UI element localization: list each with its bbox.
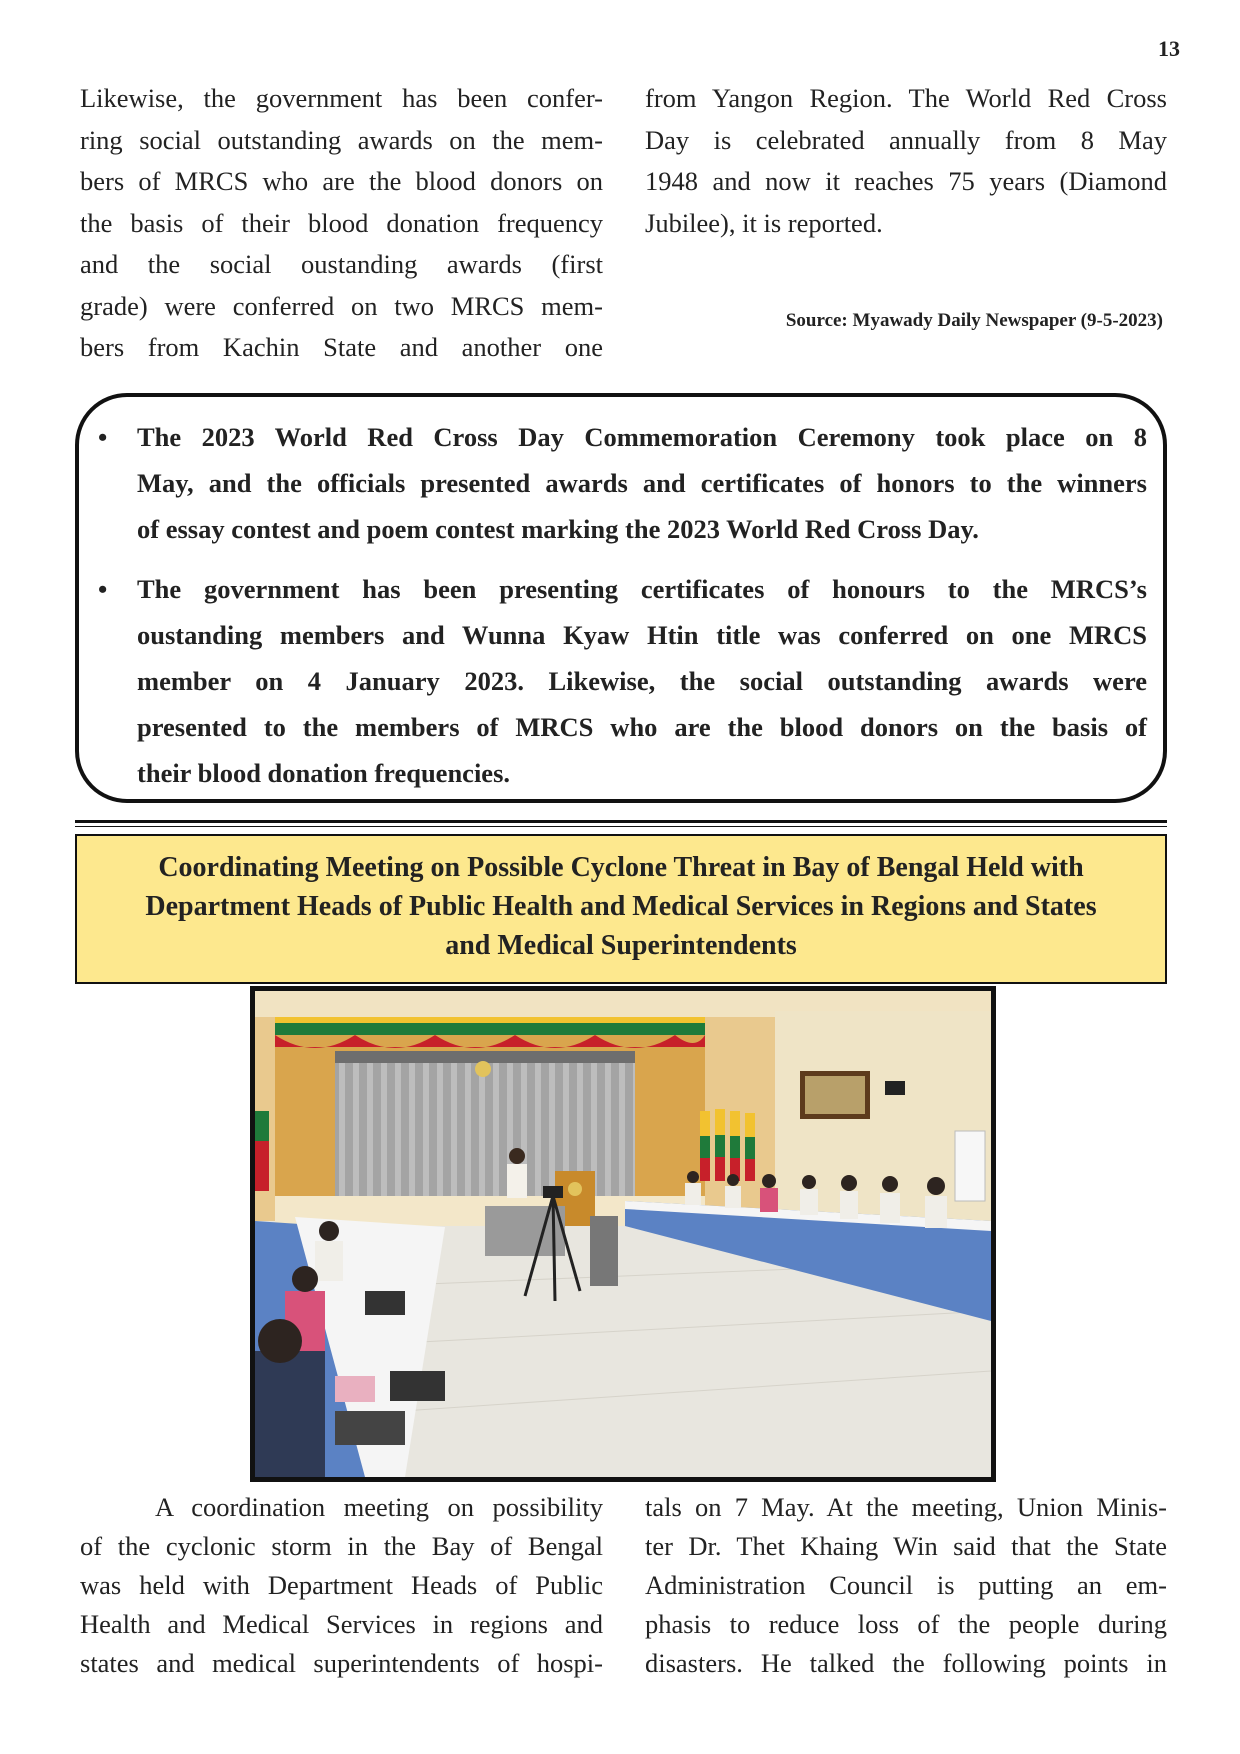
text-line: from Yangon Region. The World Red Cross xyxy=(645,83,1167,113)
text-line: and the social oustanding awards (first xyxy=(80,249,603,279)
text-line: was held with Department Heads of Public xyxy=(80,1570,603,1600)
divider xyxy=(75,820,1167,823)
text-line: tals on 7 May. At the meeting, Union Minis- xyxy=(645,1492,1167,1522)
highlight-item xyxy=(92,566,1147,796)
text-line: Administration Council is putting an em- xyxy=(645,1570,1167,1600)
highlight-line: of essay contest and poem contest marking the 2023 World Red Cross Day. xyxy=(137,514,979,544)
article-headline xyxy=(75,834,1167,984)
text-line: Likewise, the government has been confer- xyxy=(80,83,603,113)
text-line: of the cyclonic storm in the Bay of Bengal xyxy=(80,1531,603,1561)
highlight-item xyxy=(92,414,1147,552)
highlight-line: May, and the officials presented awards and certificates of honors to the winners xyxy=(137,468,1147,498)
bottom-right-column xyxy=(645,1488,1167,1683)
text-line: bers from Kachin State and another one xyxy=(80,332,603,362)
source-citation: Source: Myawady Daily Newspaper (9-5-2023) xyxy=(785,310,1163,331)
page-number: 13 xyxy=(1158,36,1180,61)
headline-line: and Medical Superintendents xyxy=(445,930,797,961)
text-line: phasis to reduce loss of the people during xyxy=(645,1609,1167,1639)
meeting-photo xyxy=(250,986,996,1482)
top-right-column xyxy=(645,78,1167,244)
text-line: ter Dr. Thet Khaing Win said that the State xyxy=(645,1531,1167,1561)
text-line: bers of MRCS who are the blood donors on xyxy=(80,166,603,196)
highlight-line: member on 4 January 2023. Likewise, the social outstanding awards were xyxy=(137,666,1147,696)
bottom-left-column xyxy=(80,1488,603,1683)
highlight-line: oustanding members and Wunna Kyaw Htin title was conferred on one MRCS xyxy=(137,620,1147,650)
bullet-icon: • xyxy=(98,422,108,452)
divider xyxy=(75,826,1167,827)
text-line: grade) were conferred on two MRCS mem- xyxy=(80,290,603,321)
headline-line: Coordinating Meeting on Possible Cyclone Threat in Bay of Bengal Held with xyxy=(158,852,1084,883)
highlights-list xyxy=(92,414,1147,810)
text-line: states and medical superintendents of hospi- xyxy=(80,1648,603,1678)
text-line: Day is celebrated annually from 8 May xyxy=(645,124,1167,155)
text-line: ring social outstanding awards on the mem- xyxy=(80,124,603,155)
headline-line: Department Heads of Public Health and Medical Services in Regions and States xyxy=(145,891,1097,922)
bullet-icon: • xyxy=(98,574,108,604)
highlight-line: The 2023 World Red Cross Day Commemoration Ceremony took place on 8 xyxy=(137,422,1147,452)
text-line: Jubilee), it is reported. xyxy=(645,207,883,238)
top-left-column xyxy=(80,78,603,369)
text-line: disasters. He talked the following points in xyxy=(645,1648,1167,1678)
highlight-line: presented to the members of MRCS who are the blood donors on the basis of xyxy=(137,712,1147,742)
text-line: Health and Medical Services in regions and xyxy=(80,1609,603,1639)
text-line: the basis of their blood donation frequency xyxy=(80,207,603,238)
text-line: 1948 and now it reaches 75 years (Diamond xyxy=(645,166,1167,196)
highlight-line: their blood donation frequencies. xyxy=(137,758,511,788)
highlight-line: The government has been presenting certificates of honours to the MRCS’s xyxy=(137,574,1147,604)
text-line: A coordination meeting on possibility xyxy=(155,1492,603,1522)
meeting-photo-illustration xyxy=(255,991,991,1477)
